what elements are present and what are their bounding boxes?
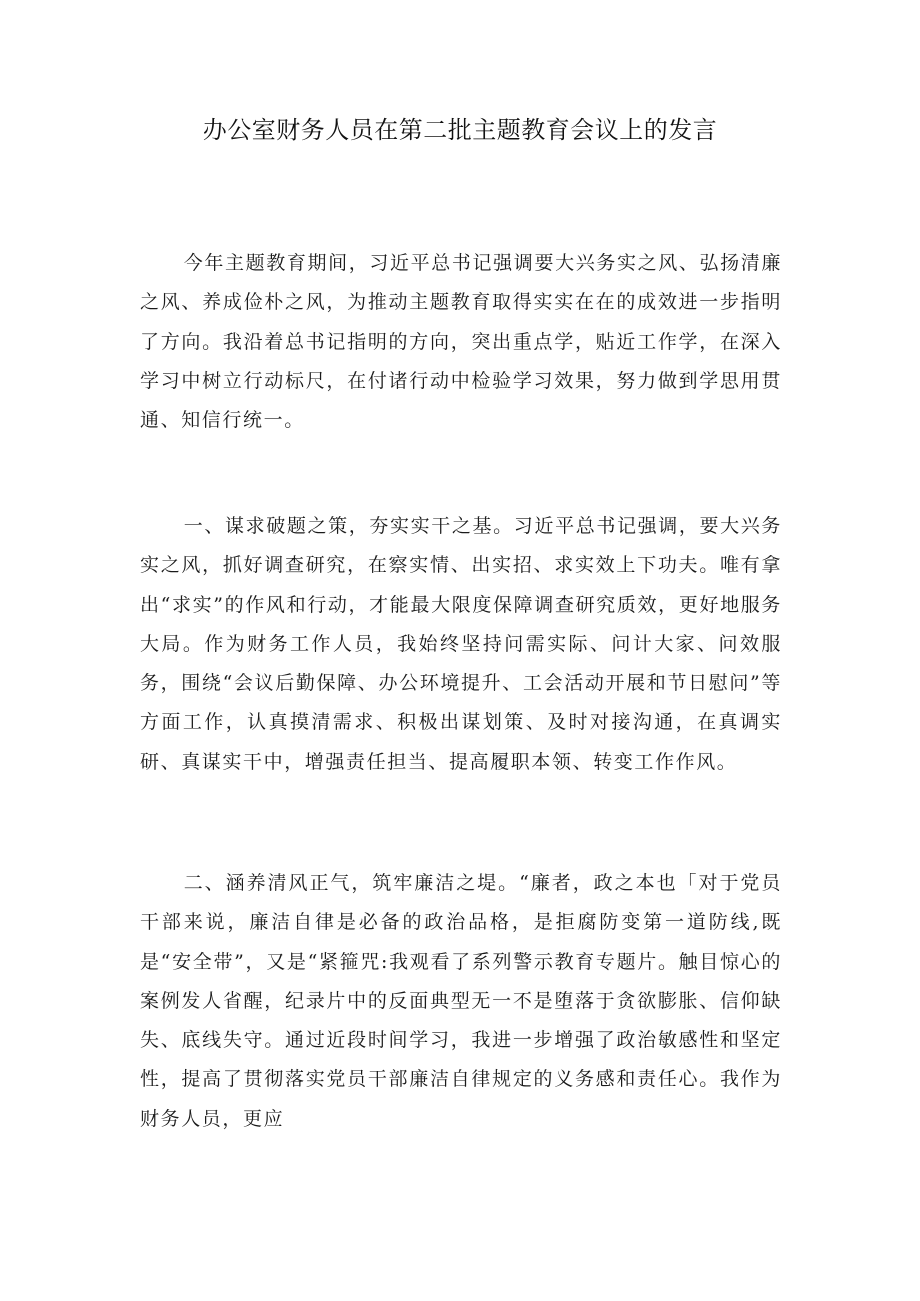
paragraph-text: 一、谋求破题之策，夯实实干之基。习近平总书记强调，要大兴务实之风，抓好调查研究，在察实情、出实招、求实效上下功夫。唯有拿出“求实”的作风和行动，才能最大限度保障调查研究质效，更好地服务大局。作为财务工作人员，我始终坚持问需实际、问计大家、问效服务，围绕“会议后勤保障、办公环境提升、工会活动开展和节日慰问”等方面工作，认真摸清需求、积极出谋划策、及时对接沟通，在真调实研、真谋实干中，增强责任担当、提高履职本领、转变工作作风。 bbox=[140, 515, 782, 773]
paragraph-text: 今年主题教育期间，习近平总书记强调要大兴务实之风、弘扬清廉之风、养成俭朴之风，为推动主题教育取得实实在在的成效进一步指明了方向。我沿着总书记指明的方向，突出重点学，贴近工作学，在深入学习中树立行动标尺，在付诸行动中检验学习效果，努力做到学思用贯通、知信行统一。 bbox=[140, 252, 782, 432]
paragraph-section-two bbox=[140, 864, 782, 1139]
paragraph-section-one bbox=[140, 507, 782, 782]
paragraph-text: 二、涵养清风正气，筑牢廉洁之堤。“廉者，政之本也「对于党员干部来说，廉洁自律是必备的政治品格，是拒腐防变第一道防线,既是“安全带”，又是“紧箍咒:我观看了系列警示教育专题片。触目惊心的案例发人省醒，纪录片中的反面典型无一不是堕落于贪欲膨胀、信仰缺失、底线失守。通过近段时间学习，我进一步增强了政治敏感性和坚定性，提高了贯彻落实党员干部廉洁自律规定的义务感和责任心。我作为财务人员，更应 bbox=[140, 872, 782, 1130]
document-title: 办公室财务人员在第二批主题教育会议上的发言 bbox=[202, 116, 718, 144]
paragraph-intro bbox=[140, 244, 782, 440]
